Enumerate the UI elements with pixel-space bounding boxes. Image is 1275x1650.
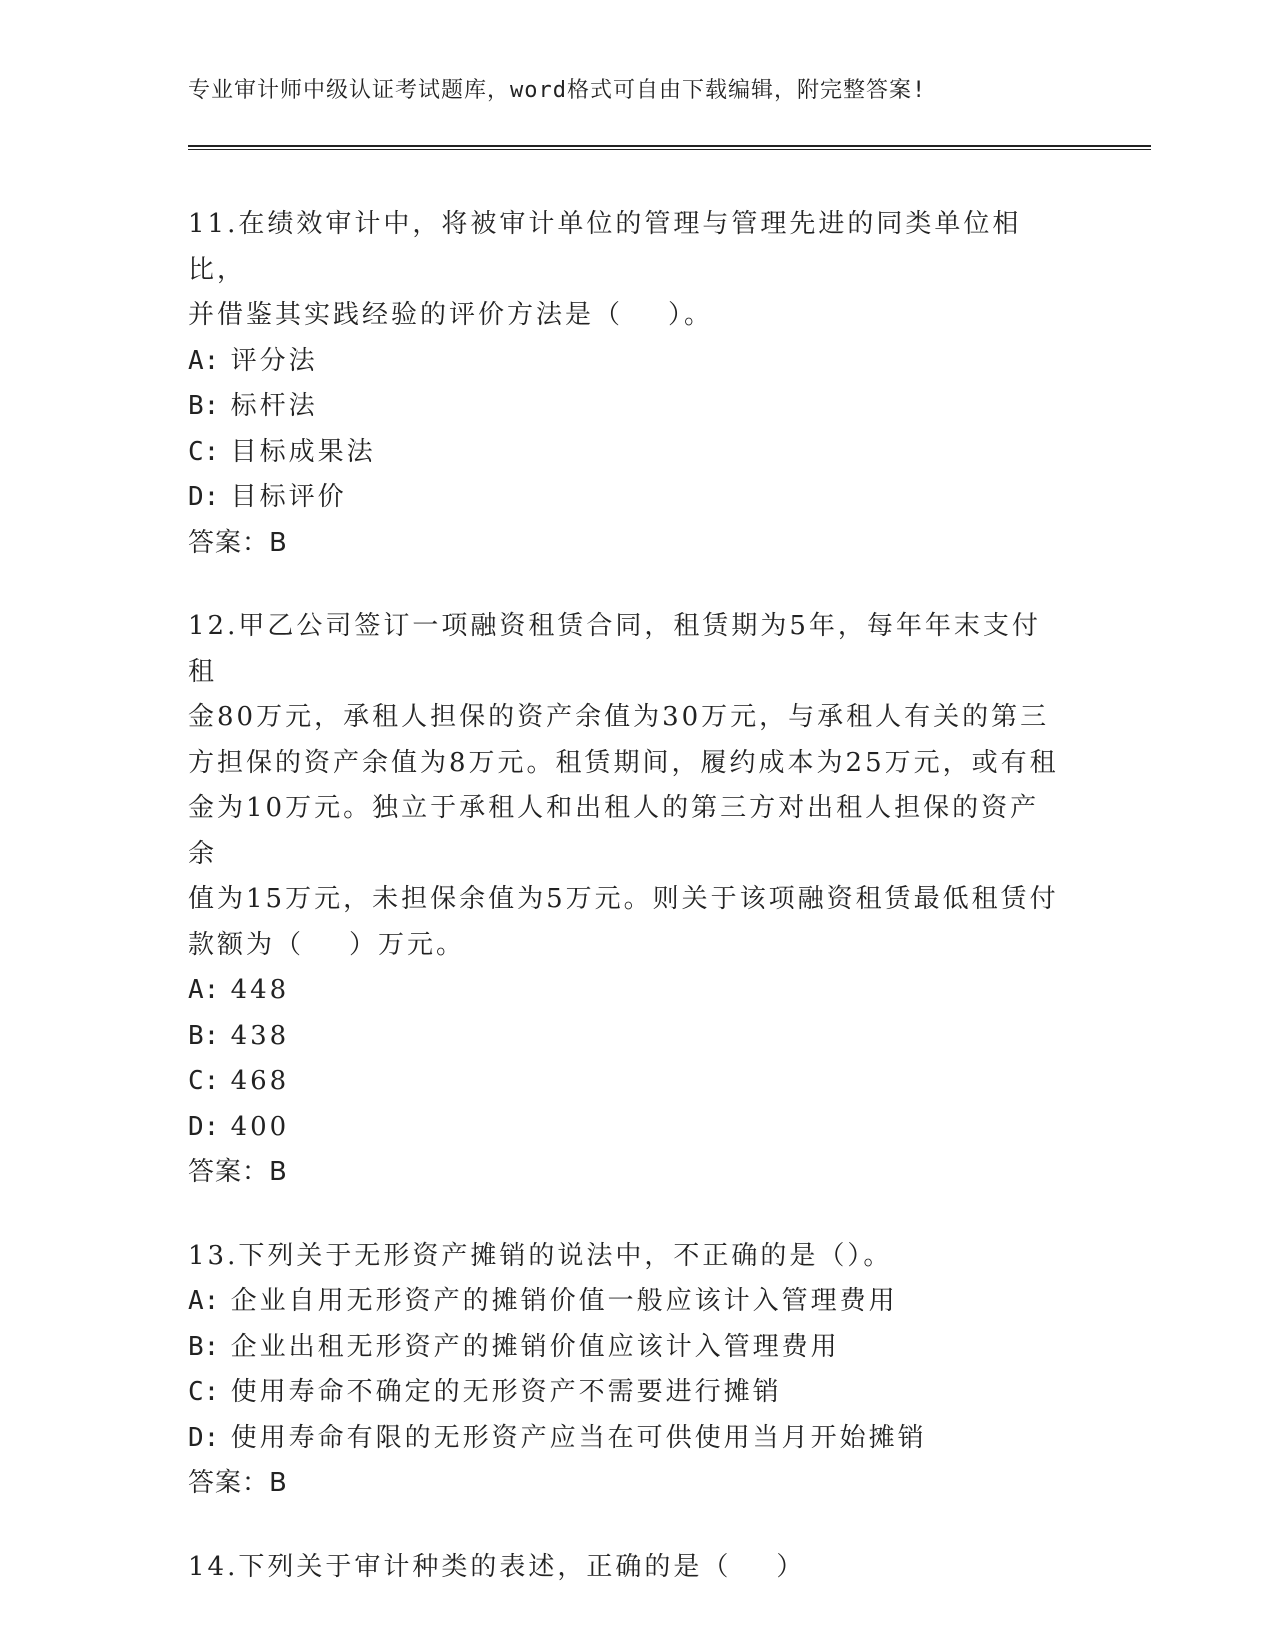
option-c bbox=[188, 1370, 1068, 1416]
option-d bbox=[188, 1105, 1068, 1151]
question-13 bbox=[188, 1234, 1068, 1507]
option-letter: D: bbox=[188, 1111, 220, 1142]
option-letter: C: bbox=[188, 436, 220, 467]
page-header-title: 专业审计师中级认证考试题库，word格式可自由下载编辑，附完整答案! bbox=[188, 78, 927, 103]
question-12 bbox=[188, 604, 1068, 1196]
option-b bbox=[188, 1325, 1068, 1371]
option-a bbox=[188, 1279, 1068, 1325]
option-letter: B: bbox=[188, 1331, 220, 1362]
answer-line: 答案：B bbox=[188, 1468, 288, 1498]
option-b bbox=[188, 384, 1068, 430]
option-a bbox=[188, 339, 1068, 385]
option-text: 438 bbox=[230, 1020, 290, 1051]
option-c bbox=[188, 430, 1068, 476]
question-stem-line: 款额为（ ）万元。 bbox=[188, 929, 466, 960]
question-stem-line: 方担保的资产余值为8万元。租赁期间，履约成本为25万元，或有租 bbox=[188, 747, 1059, 778]
option-text: 标杆法 bbox=[230, 391, 318, 421]
option-text: 目标成果法 bbox=[230, 436, 376, 467]
option-letter: C: bbox=[188, 1377, 220, 1407]
option-text: 468 bbox=[230, 1066, 290, 1096]
option-letter: A: bbox=[188, 1286, 220, 1316]
option-b bbox=[188, 1014, 1068, 1060]
question-14 bbox=[188, 1545, 1068, 1591]
option-c bbox=[188, 1059, 1068, 1105]
option-text: 企业自用无形资产的摊销价值一般应该计入管理费用 bbox=[230, 1286, 898, 1316]
option-text: 目标评价 bbox=[230, 482, 347, 512]
option-text: 使用寿命有限的无形资产应当在可供使用当月开始摊销 bbox=[230, 1422, 927, 1453]
option-text: 400 bbox=[230, 1111, 290, 1142]
option-text: 企业出租无形资产的摊销价值应该计入管理费用 bbox=[230, 1331, 840, 1362]
option-letter: D: bbox=[188, 482, 220, 512]
option-letter: A: bbox=[188, 975, 220, 1005]
option-letter: C: bbox=[188, 1066, 220, 1096]
option-d bbox=[188, 475, 1068, 521]
option-letter: A: bbox=[188, 345, 220, 376]
question-stem-line: 金80万元，承租人担保的资产余值为30万元，与承租人有关的第三 bbox=[188, 702, 1050, 732]
header-divider bbox=[188, 145, 1151, 147]
question-11 bbox=[188, 202, 1068, 566]
question-stem-line: 并借鉴其实践经验的评价方法是（ ）。 bbox=[188, 300, 714, 330]
option-text: 评分法 bbox=[230, 345, 318, 376]
option-text: 448 bbox=[230, 975, 290, 1005]
option-text: 使用寿命不确定的无形资产不需要进行摊销 bbox=[230, 1377, 782, 1407]
answer-line: 答案：B bbox=[188, 1157, 288, 1187]
option-letter: B: bbox=[188, 391, 220, 421]
answer-line: 答案：B bbox=[188, 527, 288, 558]
option-a bbox=[188, 968, 1068, 1014]
option-letter: D: bbox=[188, 1422, 220, 1453]
question-stem-line: 值为15万元，未担保余值为5万元。则关于该项融资租赁最低租赁付 bbox=[188, 884, 1059, 914]
question-stem-line: 13.下列关于无形资产摊销的说法中，不正确的是（）。 bbox=[188, 1240, 893, 1271]
option-d bbox=[188, 1416, 1068, 1462]
option-letter: B: bbox=[188, 1020, 220, 1051]
question-stem-line: 14.下列关于审计种类的表述，正确的是（ ） bbox=[188, 1551, 806, 1582]
question-stem-line: 11.在绩效审计中，将被审计单位的管理与管理先进的同类单位相比， bbox=[188, 209, 1022, 285]
question-list bbox=[188, 202, 1068, 1628]
header-divider-thin bbox=[188, 149, 1151, 150]
question-stem-line: 12.甲乙公司签订一项融资租赁合同，租赁期为5年，每年年末支付租 bbox=[188, 611, 1041, 687]
question-stem-line: 金为10万元。独立于承租人和出租人的第三方对出租人担保的资产余 bbox=[188, 793, 1040, 869]
